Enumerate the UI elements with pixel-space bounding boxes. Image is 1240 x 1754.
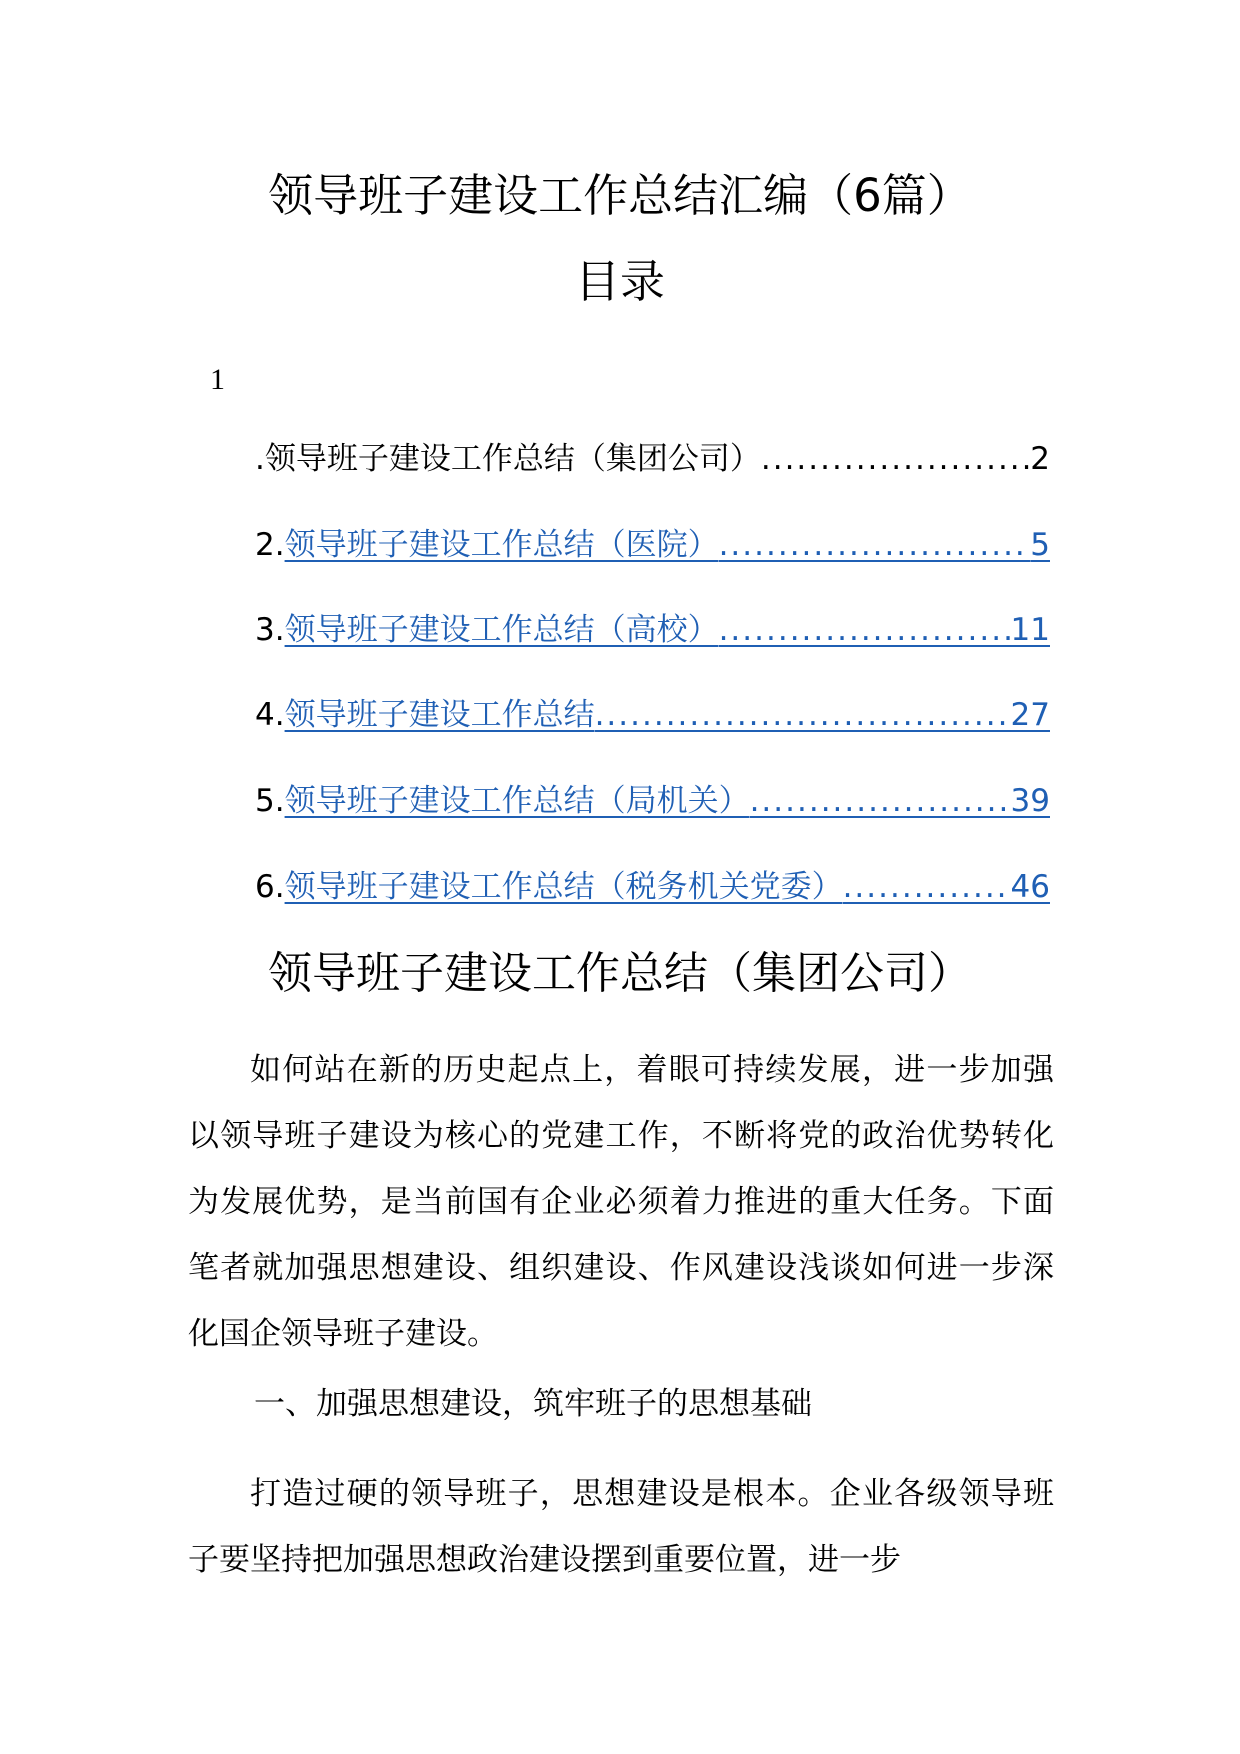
toc-entry-number: 3. [255,612,285,648]
toc-entry-text: 领导班子建设工作总结（局机关） [284,783,750,819]
toc-leader-dots [843,864,1011,910]
page-marker: 1 [210,363,225,396]
toc-heading: 目录 [574,255,665,308]
body-paragraph-2: 打造过硬的领导班子，思想建设是根本。企业各级领导班子要坚持把加强思想政治建设摆到重要位置，进一步 [188,1476,1054,1578]
toc-entry-number: 4. [255,697,285,733]
section-title: 领导班子建设工作总结（集团公司） [268,948,972,999]
toc-entry-3[interactable] [255,607,1050,653]
body-paragraph-1: 如何站在新的历史起点上，着眼可持续发展，进一步加强以领导班子建设为核心的党建工作，不断将党的政治优势转化为发展优势，是当前国有企业必须着力推进的重大任务。下面笔者就加强思想建设、组织建设、作风建设浅谈如何进一步深化国企领导班子建设。 [188,1052,1054,1352]
toc-leader-dots [719,607,1011,653]
toc-entry-page: 46 [1010,869,1050,905]
toc-entry-page: 39 [1010,783,1050,819]
document-title: 领导班子建设工作总结汇编（6篇） [268,169,972,222]
toc-entry-page: 27 [1010,697,1050,733]
toc-entry-2[interactable] [255,522,1050,568]
toc-entry-text: .领导班子建设工作总结（集团公司） [255,441,761,477]
toc-leader-dots [750,778,1011,824]
toc-entry-text: 领导班子建设工作总结（税务机关党委） [284,869,843,905]
toc-entry-number: 5. [255,783,285,819]
toc-entry-link[interactable] [285,864,1050,910]
toc-entry-4[interactable] [255,692,1050,738]
toc-leader-dots [719,522,1031,568]
toc-entry-text: 领导班子建设工作总结（高校） [284,612,719,648]
toc-entry-link[interactable] [285,522,1050,568]
toc-entry-text: 领导班子建设工作总结 [284,697,595,733]
toc-entry-5[interactable] [255,778,1050,824]
toc-entry-page: 11 [1010,612,1050,648]
toc-entry-link[interactable] [285,692,1050,738]
toc-entry-page: 5 [1030,527,1050,563]
toc-leader-dots [761,436,1030,482]
toc-entry-link[interactable] [285,778,1050,824]
toc-entry-page: 2 [1030,441,1050,477]
toc-entry-1[interactable] [255,436,1050,482]
toc-entry-link[interactable] [285,607,1050,653]
section-heading-1: 一、加强思想建设，筑牢班子的思想基础 [254,1386,812,1422]
toc-entry-6[interactable] [255,864,1050,910]
toc-entry-number: 6. [255,869,285,905]
toc-entry-text: 领导班子建设工作总结（医院） [284,527,719,563]
toc-entry-number: 2. [255,527,285,563]
toc-leader-dots [595,692,1011,738]
toc-entry-link[interactable] [255,436,1050,482]
